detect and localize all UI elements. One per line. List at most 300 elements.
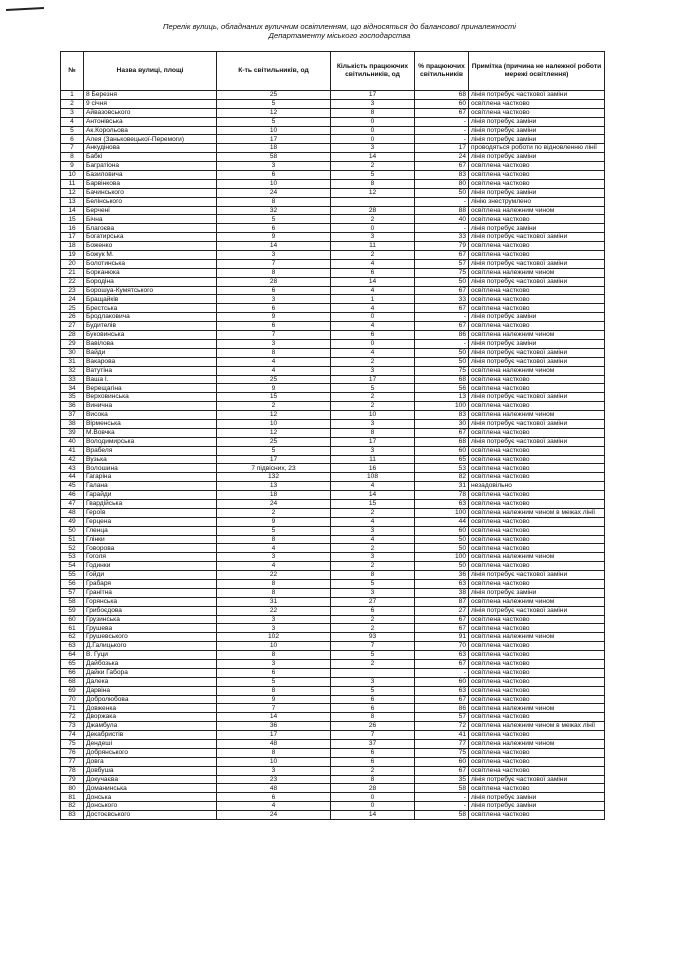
working-percent: 63 bbox=[415, 686, 469, 695]
street-name: Декабристів bbox=[84, 731, 217, 740]
row-number: 71 bbox=[61, 704, 84, 713]
street-name: Галана bbox=[84, 482, 217, 491]
row-number: 23 bbox=[61, 286, 84, 295]
working-count: 14 bbox=[331, 277, 415, 286]
lamp-count: 3 bbox=[217, 766, 331, 775]
table-row bbox=[61, 242, 605, 251]
working-percent: 82 bbox=[415, 473, 469, 482]
row-note: освітлена належним чином bbox=[469, 597, 605, 606]
working-percent: 50 bbox=[415, 277, 469, 286]
row-note: освітлена належним чином в межах лінії bbox=[469, 508, 605, 517]
street-name: Дендеші bbox=[84, 740, 217, 749]
row-note: освітлена належним чином в межах лінії bbox=[469, 722, 605, 731]
working-count: 4 bbox=[331, 348, 415, 357]
lamp-count: 6 bbox=[217, 322, 331, 331]
lamp-count: 23 bbox=[217, 775, 331, 784]
lamp-count: 8 bbox=[217, 686, 331, 695]
table-row bbox=[61, 499, 605, 508]
lamp-count: 3 bbox=[217, 162, 331, 171]
table-row bbox=[61, 206, 605, 215]
working-count: 8 bbox=[331, 108, 415, 117]
row-number: 79 bbox=[61, 775, 84, 784]
row-note: лінія потребує часткової заміни bbox=[469, 91, 605, 100]
working-count: 17 bbox=[331, 91, 415, 100]
row-note: освітлена частково bbox=[469, 651, 605, 660]
row-note: лінія потребує часткової заміни bbox=[469, 233, 605, 242]
working-percent: - bbox=[415, 197, 469, 206]
lamp-count: 5 bbox=[217, 677, 331, 686]
row-number: 81 bbox=[61, 793, 84, 802]
lamp-count: 6 bbox=[217, 171, 331, 180]
working-percent: 75 bbox=[415, 268, 469, 277]
table-row bbox=[61, 748, 605, 757]
working-count: 0 bbox=[331, 117, 415, 126]
street-name: Вірменська bbox=[84, 419, 217, 428]
working-percent: 67 bbox=[415, 322, 469, 331]
working-count: 2 bbox=[331, 624, 415, 633]
row-number: 47 bbox=[61, 499, 84, 508]
row-number: 33 bbox=[61, 375, 84, 384]
lamp-count: 28 bbox=[217, 277, 331, 286]
working-percent: 44 bbox=[415, 517, 469, 526]
working-percent: - bbox=[415, 117, 469, 126]
table-row bbox=[61, 259, 605, 268]
row-number: 1 bbox=[61, 91, 84, 100]
table-row bbox=[61, 633, 605, 642]
working-count: 26 bbox=[331, 722, 415, 731]
row-note: лінія потребує заміни bbox=[469, 117, 605, 126]
working-percent: 67 bbox=[415, 428, 469, 437]
row-number: 52 bbox=[61, 544, 84, 553]
working-percent: 68 bbox=[415, 437, 469, 446]
table-row bbox=[61, 251, 605, 260]
street-name: Грушевського bbox=[84, 633, 217, 642]
row-number: 10 bbox=[61, 171, 84, 180]
working-count: 11 bbox=[331, 455, 415, 464]
working-percent: 67 bbox=[415, 162, 469, 171]
row-number: 58 bbox=[61, 597, 84, 606]
street-name: Айвазовського bbox=[84, 108, 217, 117]
row-number: 11 bbox=[61, 179, 84, 188]
row-number: 38 bbox=[61, 419, 84, 428]
lamp-count: 25 bbox=[217, 437, 331, 446]
table-row bbox=[61, 793, 605, 802]
street-name: Благоєва bbox=[84, 224, 217, 233]
table-row bbox=[61, 579, 605, 588]
working-count: 3 bbox=[331, 144, 415, 153]
row-note: освітлена частково bbox=[469, 784, 605, 793]
row-number: 70 bbox=[61, 695, 84, 704]
lamp-count: 31 bbox=[217, 597, 331, 606]
working-percent: 13 bbox=[415, 393, 469, 402]
street-name: Добролюбова bbox=[84, 695, 217, 704]
row-note: лінія потребує заміни bbox=[469, 802, 605, 811]
row-note: освітлена частково bbox=[469, 384, 605, 393]
working-count: 2 bbox=[331, 215, 415, 224]
row-note: лінія потребує часткової заміни bbox=[469, 348, 605, 357]
street-name: Божук М. bbox=[84, 251, 217, 260]
working-percent: 30 bbox=[415, 419, 469, 428]
working-percent: 60 bbox=[415, 677, 469, 686]
street-name: Барвінкова bbox=[84, 179, 217, 188]
working-percent: - bbox=[415, 126, 469, 135]
street-name: Вавілова bbox=[84, 339, 217, 348]
row-note: освітлена частково bbox=[469, 428, 605, 437]
street-name: Вакарова bbox=[84, 357, 217, 366]
table-row bbox=[61, 268, 605, 277]
working-count: 4 bbox=[331, 259, 415, 268]
working-count: 3 bbox=[331, 233, 415, 242]
table-row bbox=[61, 455, 605, 464]
street-name: Багратіона bbox=[84, 162, 217, 171]
row-note: освітлена частково bbox=[469, 766, 605, 775]
lamp-count: 8 bbox=[217, 268, 331, 277]
working-count: 4 bbox=[331, 322, 415, 331]
street-name: Врабеля bbox=[84, 446, 217, 455]
table-row bbox=[61, 464, 605, 473]
row-number: 34 bbox=[61, 384, 84, 393]
row-note: освітлена частково bbox=[469, 491, 605, 500]
row-number: 61 bbox=[61, 624, 84, 633]
lamp-count: 10 bbox=[217, 179, 331, 188]
row-number: 80 bbox=[61, 784, 84, 793]
row-note: освітлена належним чином bbox=[469, 268, 605, 277]
working-count: 5 bbox=[331, 171, 415, 180]
table-row bbox=[61, 348, 605, 357]
lamp-count: 10 bbox=[217, 642, 331, 651]
row-note: освітлена частково bbox=[469, 615, 605, 624]
row-number: 68 bbox=[61, 677, 84, 686]
lamp-count: 3 bbox=[217, 615, 331, 624]
lamp-count: 7 bbox=[217, 331, 331, 340]
row-note: освітлена частково bbox=[469, 455, 605, 464]
lamp-count: 4 bbox=[217, 562, 331, 571]
lamp-count: 15 bbox=[217, 393, 331, 402]
row-number: 8 bbox=[61, 153, 84, 162]
table-row bbox=[61, 740, 605, 749]
street-name: Грузинська bbox=[84, 615, 217, 624]
row-note: лінія потребує часткової заміни bbox=[469, 571, 605, 580]
row-number: 76 bbox=[61, 748, 84, 757]
row-number: 18 bbox=[61, 242, 84, 251]
working-count: 4 bbox=[331, 286, 415, 295]
street-name: Довга bbox=[84, 757, 217, 766]
row-number: 3 bbox=[61, 108, 84, 117]
working-percent: 24 bbox=[415, 153, 469, 162]
working-count: 14 bbox=[331, 153, 415, 162]
street-name: Волошина bbox=[84, 464, 217, 473]
row-note: освітлена частково bbox=[469, 322, 605, 331]
working-count: 93 bbox=[331, 633, 415, 642]
working-count: 0 bbox=[331, 339, 415, 348]
lamp-count: 5 bbox=[217, 215, 331, 224]
street-name: Грибоєдова bbox=[84, 606, 217, 615]
working-percent: 91 bbox=[415, 633, 469, 642]
col-header-working-percent: % працюючих світильників bbox=[415, 52, 469, 91]
row-number: 31 bbox=[61, 357, 84, 366]
lamp-count: 3 bbox=[217, 295, 331, 304]
row-number: 69 bbox=[61, 686, 84, 695]
street-name: Бородіна bbox=[84, 277, 217, 286]
working-count: 2 bbox=[331, 766, 415, 775]
street-name: Гоголя bbox=[84, 553, 217, 562]
street-name: Глінки bbox=[84, 535, 217, 544]
working-percent: 60 bbox=[415, 99, 469, 108]
row-number: 65 bbox=[61, 660, 84, 669]
working-percent: 83 bbox=[415, 411, 469, 420]
table-row bbox=[61, 491, 605, 500]
street-name: 9 січня bbox=[84, 99, 217, 108]
row-note: освітлена частково bbox=[469, 660, 605, 669]
working-count: 2 bbox=[331, 162, 415, 171]
row-number: 6 bbox=[61, 135, 84, 144]
row-note: лінія потребує часткової заміни bbox=[469, 437, 605, 446]
table-row bbox=[61, 384, 605, 393]
lamp-count: 102 bbox=[217, 633, 331, 642]
street-name: Бращайків bbox=[84, 295, 217, 304]
row-number: 42 bbox=[61, 455, 84, 464]
row-number: 35 bbox=[61, 393, 84, 402]
working-percent: 57 bbox=[415, 259, 469, 268]
street-name: Брестська bbox=[84, 304, 217, 313]
table-row bbox=[61, 624, 605, 633]
working-count: 8 bbox=[331, 428, 415, 437]
lamp-count: 18 bbox=[217, 491, 331, 500]
working-count: 0 bbox=[331, 313, 415, 322]
street-name: Джамбула bbox=[84, 722, 217, 731]
table-row bbox=[61, 197, 605, 206]
working-count: 5 bbox=[331, 686, 415, 695]
table-row bbox=[61, 553, 605, 562]
working-count: 3 bbox=[331, 366, 415, 375]
table-row bbox=[61, 757, 605, 766]
working-percent: 67 bbox=[415, 660, 469, 669]
working-count: 3 bbox=[331, 419, 415, 428]
working-count: 7 bbox=[331, 642, 415, 651]
street-name: Бродлаковича bbox=[84, 313, 217, 322]
row-note: освітлена частково bbox=[469, 517, 605, 526]
row-note: освітлена частково bbox=[469, 579, 605, 588]
working-count: 12 bbox=[331, 188, 415, 197]
table-row bbox=[61, 571, 605, 580]
lamp-count: 3 bbox=[217, 251, 331, 260]
lamp-count: 5 bbox=[217, 99, 331, 108]
street-name: Горянська bbox=[84, 597, 217, 606]
table-row bbox=[61, 224, 605, 233]
lamp-count: 25 bbox=[217, 375, 331, 384]
table-row bbox=[61, 686, 605, 695]
street-name: Дарвіна bbox=[84, 686, 217, 695]
working-percent: - bbox=[415, 668, 469, 677]
row-note: освітлена частково bbox=[469, 304, 605, 313]
working-count: 2 bbox=[331, 544, 415, 553]
working-count: 3 bbox=[331, 526, 415, 535]
table-row bbox=[61, 784, 605, 793]
row-note: освітлена належним чином bbox=[469, 553, 605, 562]
row-note: освітлена частково bbox=[469, 757, 605, 766]
lamp-count: 4 bbox=[217, 544, 331, 553]
header-line-2: Департаменту міського господарства bbox=[268, 31, 411, 41]
table-row bbox=[61, 357, 605, 366]
street-name: Гранітна bbox=[84, 588, 217, 597]
working-percent: 100 bbox=[415, 402, 469, 411]
lamp-count: 14 bbox=[217, 242, 331, 251]
street-name: Алея (Заньковецької-Перемоги) bbox=[84, 135, 217, 144]
working-percent: 53 bbox=[415, 464, 469, 473]
street-name: Анкудінова bbox=[84, 144, 217, 153]
working-percent: 40 bbox=[415, 215, 469, 224]
working-percent: 60 bbox=[415, 446, 469, 455]
lamp-count: 25 bbox=[217, 91, 331, 100]
table-row bbox=[61, 473, 605, 482]
row-number: 40 bbox=[61, 437, 84, 446]
table-row bbox=[61, 233, 605, 242]
row-note: лінія потребує заміни bbox=[469, 153, 605, 162]
street-name: Базиловича bbox=[84, 171, 217, 180]
working-percent: 41 bbox=[415, 731, 469, 740]
table-row bbox=[61, 526, 605, 535]
row-note: освітлена частково bbox=[469, 535, 605, 544]
working-count: 108 bbox=[331, 473, 415, 482]
row-note: освітлена частково bbox=[469, 162, 605, 171]
lamp-count: 48 bbox=[217, 784, 331, 793]
working-percent: 68 bbox=[415, 91, 469, 100]
lamp-count: 6 bbox=[217, 286, 331, 295]
table-row bbox=[61, 144, 605, 153]
working-count bbox=[331, 197, 415, 206]
row-note: лінію знеструмлено bbox=[469, 197, 605, 206]
working-count: 2 bbox=[331, 508, 415, 517]
street-name: Болотинська bbox=[84, 259, 217, 268]
table-row bbox=[61, 304, 605, 313]
working-percent: 86 bbox=[415, 704, 469, 713]
row-note: освітлена належним чином bbox=[469, 331, 605, 340]
table-row bbox=[61, 402, 605, 411]
street-name: Дайки Габора bbox=[84, 668, 217, 677]
working-percent: 75 bbox=[415, 748, 469, 757]
lamp-count: 22 bbox=[217, 606, 331, 615]
working-percent: 56 bbox=[415, 384, 469, 393]
working-count: 17 bbox=[331, 375, 415, 384]
row-note: лінія потребує заміни bbox=[469, 588, 605, 597]
lamp-count: 5 bbox=[217, 526, 331, 535]
row-note: освітлена частково bbox=[469, 624, 605, 633]
table-row bbox=[61, 508, 605, 517]
working-count: 2 bbox=[331, 615, 415, 624]
working-count: 2 bbox=[331, 562, 415, 571]
working-percent: 83 bbox=[415, 171, 469, 180]
row-number: 27 bbox=[61, 322, 84, 331]
row-number: 43 bbox=[61, 464, 84, 473]
street-name: Будителів bbox=[84, 322, 217, 331]
working-percent: 38 bbox=[415, 588, 469, 597]
working-percent: 50 bbox=[415, 562, 469, 571]
lamp-count: 6 bbox=[217, 224, 331, 233]
working-percent: 77 bbox=[415, 740, 469, 749]
working-count: 4 bbox=[331, 304, 415, 313]
lamp-count: 6 bbox=[217, 793, 331, 802]
working-percent: 67 bbox=[415, 766, 469, 775]
table-row bbox=[61, 695, 605, 704]
working-percent: 86 bbox=[415, 331, 469, 340]
col-header-working-count: Кількість працюючих світильників, од bbox=[331, 52, 415, 91]
row-note: освітлена частково bbox=[469, 473, 605, 482]
street-name: Бічна bbox=[84, 215, 217, 224]
working-count: 0 bbox=[331, 802, 415, 811]
working-percent: - bbox=[415, 135, 469, 144]
table-row bbox=[61, 668, 605, 677]
street-name: Гвардійська bbox=[84, 499, 217, 508]
working-count: 6 bbox=[331, 606, 415, 615]
row-number: 2 bbox=[61, 99, 84, 108]
row-number: 66 bbox=[61, 668, 84, 677]
row-number: 75 bbox=[61, 740, 84, 749]
lamp-count: 12 bbox=[217, 428, 331, 437]
working-count bbox=[331, 668, 415, 677]
row-number: 73 bbox=[61, 722, 84, 731]
working-percent: 35 bbox=[415, 775, 469, 784]
working-percent: 87 bbox=[415, 597, 469, 606]
working-count: 0 bbox=[331, 793, 415, 802]
working-percent: - bbox=[415, 224, 469, 233]
row-number: 7 bbox=[61, 144, 84, 153]
lamp-count: 4 bbox=[217, 802, 331, 811]
row-note: освітлена належним чином bbox=[469, 411, 605, 420]
working-percent: 100 bbox=[415, 553, 469, 562]
row-note: освітлена належним чином bbox=[469, 633, 605, 642]
row-number: 19 bbox=[61, 251, 84, 260]
table-row bbox=[61, 419, 605, 428]
lamp-count: 24 bbox=[217, 811, 331, 820]
working-percent: 78 bbox=[415, 491, 469, 500]
lamp-count: 3 bbox=[217, 339, 331, 348]
table-row bbox=[61, 99, 605, 108]
table-row bbox=[61, 366, 605, 375]
street-name: Богатирська bbox=[84, 233, 217, 242]
working-count: 8 bbox=[331, 179, 415, 188]
street-name: Гагаріна bbox=[84, 473, 217, 482]
lamp-count: 5 bbox=[217, 117, 331, 126]
row-note: освітлена частково bbox=[469, 642, 605, 651]
lamp-count: 4 bbox=[217, 366, 331, 375]
row-number: 29 bbox=[61, 339, 84, 348]
working-count: 37 bbox=[331, 740, 415, 749]
row-note: лінія потребує часткової заміни bbox=[469, 259, 605, 268]
working-percent: 31 bbox=[415, 482, 469, 491]
lamp-count: 8 bbox=[217, 535, 331, 544]
table-row bbox=[61, 339, 605, 348]
working-percent: 67 bbox=[415, 251, 469, 260]
row-number: 53 bbox=[61, 553, 84, 562]
row-number: 32 bbox=[61, 366, 84, 375]
row-number: 41 bbox=[61, 446, 84, 455]
row-note: освітлена частково bbox=[469, 713, 605, 722]
street-name: Донська bbox=[84, 793, 217, 802]
row-number: 22 bbox=[61, 277, 84, 286]
street-name: Героїв bbox=[84, 508, 217, 517]
table-row bbox=[61, 331, 605, 340]
table-row bbox=[61, 775, 605, 784]
working-percent: 58 bbox=[415, 784, 469, 793]
working-count: 28 bbox=[331, 206, 415, 215]
working-percent: 67 bbox=[415, 615, 469, 624]
row-number: 30 bbox=[61, 348, 84, 357]
row-note: лінія потребує заміни bbox=[469, 224, 605, 233]
working-percent: 70 bbox=[415, 642, 469, 651]
row-number: 60 bbox=[61, 615, 84, 624]
lamp-count: 13 bbox=[217, 482, 331, 491]
street-name: Борканюка bbox=[84, 268, 217, 277]
